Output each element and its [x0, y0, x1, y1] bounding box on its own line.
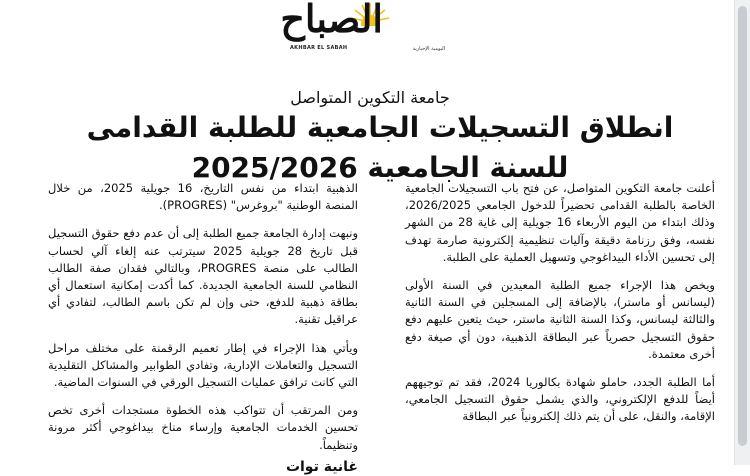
paragraph: ويأتي هذا الإجراء في إطار تعميم الرقمنة على مختلف مراحل التسجيل والتعاملات الإدارية، وتفادي الطوابير والمشاكل التقليدية التي كانت ترافق عمليات التسجيل الورقي في السنوات الماضية. — [48, 340, 358, 390]
paragraph: ويخص هذا الإجراء جميع الطلبة المعيدين في السنة الأولى (ليسانس أو ماستر)، بالإضافة إلى المسجلين في السنة الثانية والثالثة ليسانس، وكذا السنة الثانية ماستر، حيث يتعين عليهم دفع حقوق التسجيل حصرياً عبر البطاقة الذهبية، دون أي صيغة دفع أخرى معتمدة. — [405, 278, 715, 361]
vertical-scrollbar[interactable] — [734, 0, 750, 465]
paragraph: ونبهت إدارة الجامعة جميع الطلبة إلى أن عدم دفع حقوق التسجيل قبل تاريخ 28 جويلية 2025 سيترتب عنه إلغاء آلي لحساب الطالب على منصة PROGRES، وبالتالي فقدان صفة الطالب النظامي للسنة الجامعية الجديدة. كما أكدت إمكانية استعمال أي بطاقة ذهبية للدفع، حتى وإن لم تكن باسم الطالب، لتفادي أي عراقيل تقنية. — [48, 226, 358, 327]
paragraph: أعلنت جامعة التكوين المتواصل، عن فتح باب التسجيلات الجامعية الخاصة بالطلبة القدامى تحضيراً للدخول الجامعي 2026/2025، وذلك ابتداء من اليوم الأربعاء 16 جويلية إلى غاية 28 من الشهر نفسه، وفق رزنامة دقيقة وآليات تنظيمية إلكترونية صارمة تهدف إلى تحسين الأداء البيداغوجي وتسهيل العملية على الطلبة. — [405, 181, 715, 264]
paragraph: ومن المرتقب أن تتواكب هذه الخطوة مستجدات أخرى تخص تحسين الخدمات الجامعية وإرساء مناخ بيداغوجي أكثر مرونة وتنظيماً. — [48, 403, 358, 452]
article-headline: انطلاق التسجيلات الجامعية للطلبة القدامى للسنة الجامعية 2025/2026 — [86, 111, 674, 184]
article-byline: غانية توات — [285, 458, 358, 475]
newspaper-logo: الصباح — [280, 0, 383, 41]
article-column-left — [48, 180, 358, 475]
logo-subtitle: AKHBAR EL SABAH — [290, 45, 348, 51]
paragraph: أما الطلبة الجدد، حاملو شهادة بكالوريا 2024، فقد تم توجيههم أيضاً للدفع الإلكتروني، والذي يشمل حقوق التسجيل الجامعي، الإقامة، والنقل، على أن يتم ذلك إلكترونياً عبر البطاقة — [405, 375, 716, 424]
logo-slogan: اليومية الإخبارية — [412, 46, 445, 52]
article-column-right — [405, 180, 715, 465]
scrollbar-thumb[interactable] — [738, 6, 747, 446]
paragraph: الذهبية ابتداء من نفس التاريخ، 16 جويلية 2025، من خلال المنصة الوطنية "بروغرس" (PROGRES). — [48, 181, 358, 213]
article-kicker: جامعة التكوين المتواصل — [290, 88, 450, 107]
